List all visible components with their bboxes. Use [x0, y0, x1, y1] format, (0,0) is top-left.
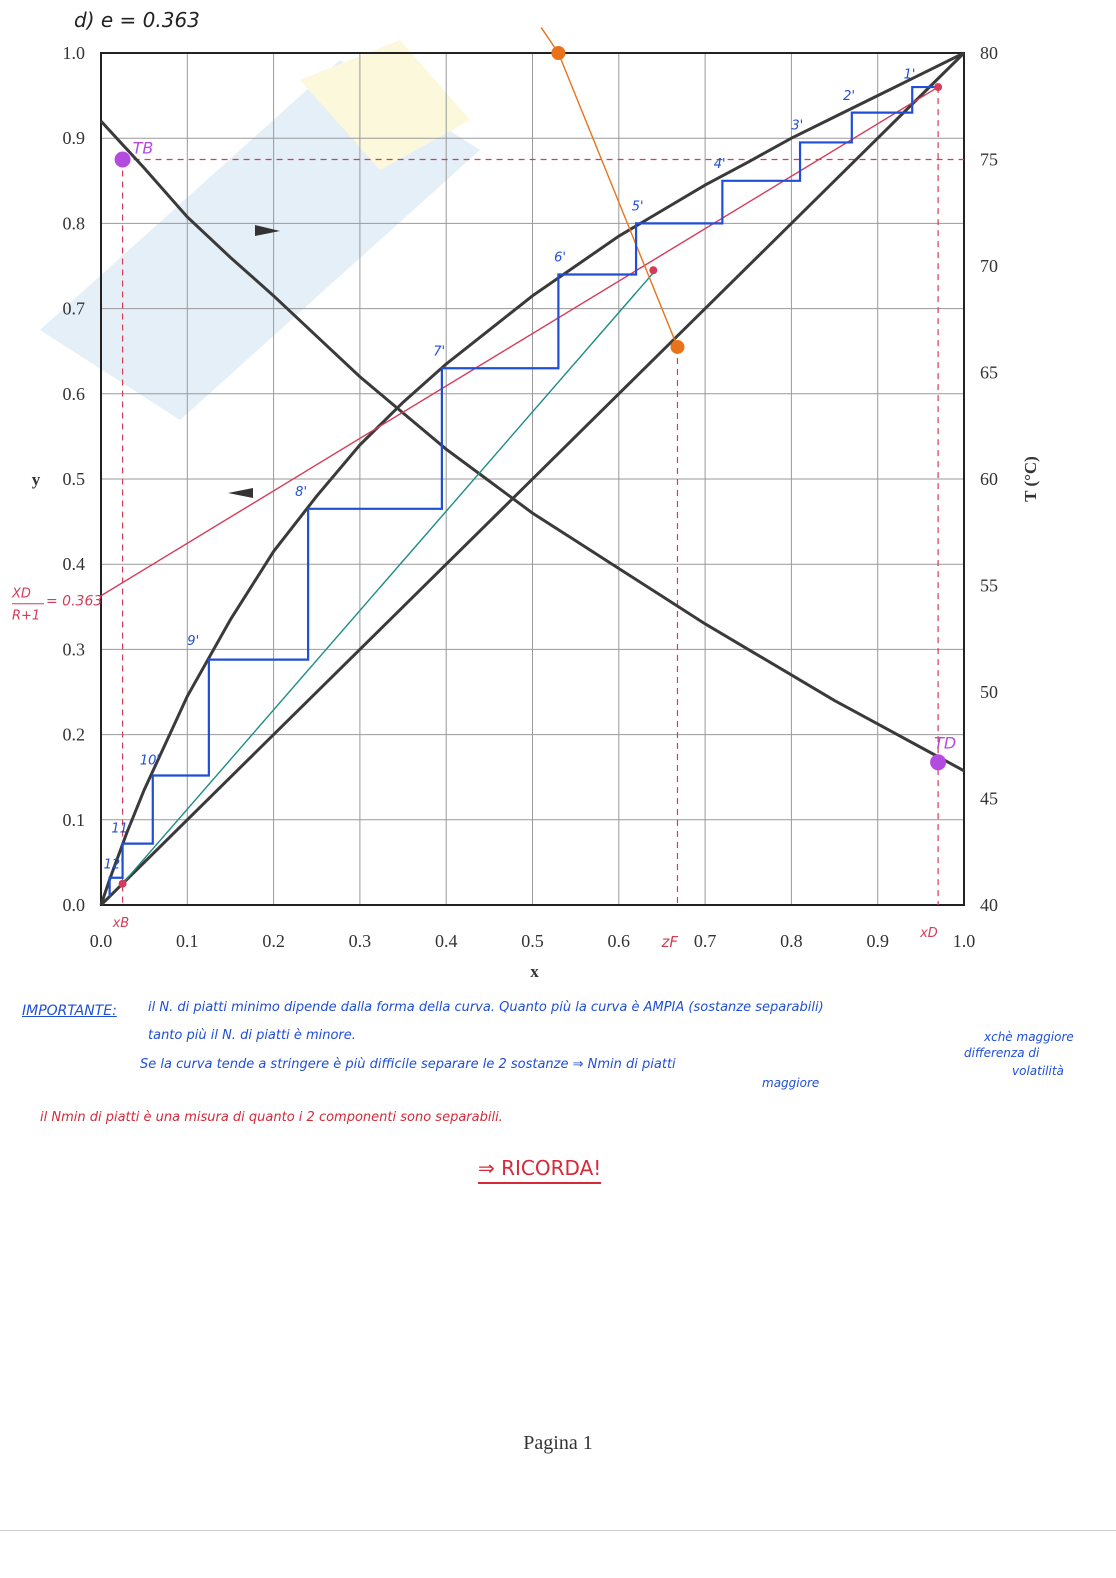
- zf-label: zF: [661, 933, 678, 951]
- y-tick-label: 0.4: [62, 554, 85, 575]
- stage-label: 5': [631, 199, 644, 215]
- note-line-1: il N. di piatti minimo dipende dalla forma della curva. Quanto più la curva è AMPIA (sostanze separabili): [148, 1000, 824, 1015]
- x-tick-label: 0.7: [693, 931, 717, 951]
- q-line-line: [558, 53, 677, 347]
- xb-label: xB: [112, 916, 130, 931]
- intercept-bottom-label: R+1: [12, 608, 41, 624]
- marker-point: [119, 880, 127, 888]
- note-side-3: volatilità: [1012, 1064, 1064, 1078]
- stage-label: 8': [295, 485, 308, 501]
- ricorda-note: ⇒ RICORDA!: [478, 1156, 601, 1184]
- stage-label: 4': [713, 157, 726, 173]
- tb-label: TB: [132, 138, 154, 158]
- note-red-line: il Nmin di piatti è una misura di quanto i 2 componenti sono separabili.: [40, 1110, 503, 1125]
- stage-label: 11': [111, 821, 132, 837]
- x-axis-label: x: [530, 962, 539, 981]
- page-footer: Pagina 1: [523, 1432, 593, 1454]
- y-tick-label: 0.0: [62, 895, 85, 915]
- y2-axis-label: T (°C): [1021, 456, 1040, 502]
- note-side-2: differenza di: [964, 1046, 1040, 1060]
- y2-tick-label: 50: [980, 682, 998, 702]
- y2-tick-label: 75: [980, 149, 998, 170]
- x-tick-label: 0.4: [434, 931, 458, 951]
- x-tick-label: 0.9: [866, 931, 889, 951]
- xd-label: xD: [920, 926, 938, 941]
- point-tb: [115, 152, 131, 168]
- note-side-1: xchè maggiore: [984, 1030, 1074, 1044]
- x-tick-label: 1.0: [952, 931, 976, 951]
- y-tick-label: 0.7: [62, 298, 85, 319]
- stage-label: 12': [103, 857, 124, 873]
- y-tick-label: 0.6: [62, 383, 85, 404]
- marker-point: [649, 266, 657, 274]
- y-axis-label: y: [31, 470, 41, 489]
- marker-point: [934, 83, 942, 91]
- y-tick-label: 0.8: [62, 213, 85, 234]
- y2-tick-label: 40: [980, 895, 998, 915]
- important-label: IMPORTANTE:: [22, 1003, 117, 1019]
- x-tick-label: 0.1: [176, 931, 199, 951]
- stage-label: 2': [843, 88, 856, 104]
- y-tick-label: 0.5: [62, 469, 85, 489]
- td-label: TD: [934, 733, 957, 753]
- y2-tick-label: 65: [980, 362, 998, 383]
- x-tick-label: 0.8: [780, 931, 803, 951]
- x-tick-label: 0.3: [348, 931, 372, 951]
- x-tick-label: 0.5: [521, 931, 544, 951]
- x-tick-label: 0.2: [262, 931, 285, 951]
- point-td: [930, 754, 946, 770]
- stage-label: 7': [433, 344, 446, 360]
- y2-tick-label: 60: [980, 469, 998, 489]
- stage-label: 3': [791, 118, 804, 134]
- x-tick-label: 0.0: [89, 931, 113, 951]
- y2-tick-label: 80: [980, 43, 998, 63]
- y-tick-label: 0.2: [62, 724, 85, 745]
- axes: [32, 43, 1040, 981]
- intercept-top-label: XD: [12, 586, 31, 602]
- note-line-2: tanto più il N. di piatti è minore.: [148, 1028, 356, 1043]
- stage-label: 10': [139, 753, 160, 769]
- marker-point: [551, 46, 565, 60]
- page-divider: [0, 1530, 1116, 1531]
- y2-tick-label: 55: [980, 575, 998, 596]
- stage-label: 1': [903, 67, 916, 83]
- header-note: d) e = 0.363: [74, 8, 200, 32]
- y-tick-label: 0.3: [62, 639, 85, 660]
- note-line-3: Se la curva tende a stringere è più difficile separare le 2 sostanze ⇒ Nmin di piatti: [140, 1057, 676, 1072]
- intercept-value-label: = 0.363: [46, 593, 103, 610]
- stage-label: 9': [187, 634, 200, 650]
- x-tick-label: 0.6: [607, 931, 631, 951]
- y-tick-label: 0.9: [62, 128, 85, 149]
- y2-tick-label: 45: [980, 788, 998, 809]
- stage-label: 6': [554, 250, 566, 266]
- marker-point: [670, 340, 684, 354]
- y-tick-label: 0.1: [62, 809, 85, 830]
- y-tick-label: 1.0: [62, 43, 85, 63]
- y2-tick-label: 70: [980, 256, 998, 276]
- arrow-left-icon: [228, 488, 253, 498]
- note-line-3b: maggiore: [762, 1076, 820, 1090]
